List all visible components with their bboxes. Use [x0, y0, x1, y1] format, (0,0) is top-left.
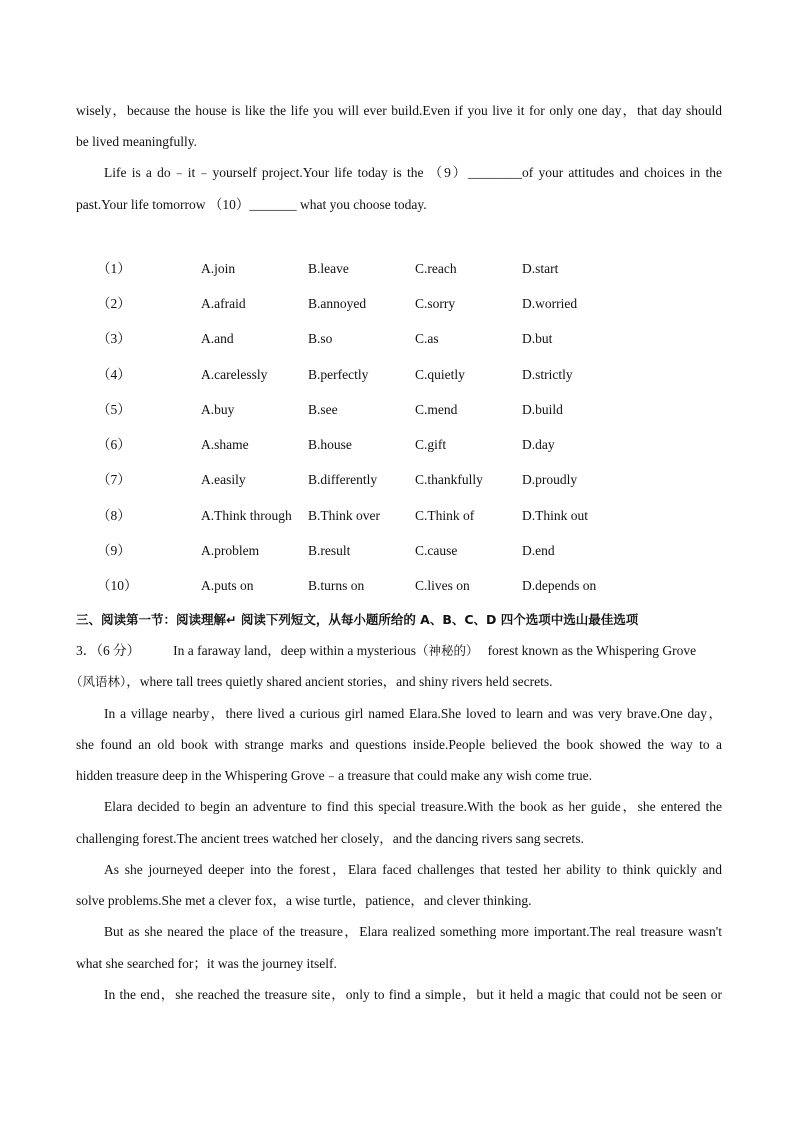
passage-line: be lived meaningfully. [76, 134, 197, 149]
option-d: D.strictly [522, 367, 573, 382]
option-a: A.afraid [201, 296, 246, 311]
option-b: B.see [308, 402, 338, 417]
annotation: （风语林） [70, 674, 127, 689]
option-a: A.shame [201, 437, 249, 452]
annotation: （神秘的） [416, 643, 479, 658]
option-d: D.proudly [522, 472, 578, 487]
paragraph-line: In a village nearby，there lived a curious girl named Elara.She loved to learn and was very brave.One day， [104, 706, 722, 721]
option-b: B.annoyed [308, 296, 367, 311]
option-row [0, 366, 794, 384]
paragraph-text: forest known as the Whispering Grove [487, 643, 697, 658]
option-number: （6） [97, 437, 131, 452]
option-c: C.thankfully [415, 472, 483, 487]
option-d: D.build [522, 402, 563, 417]
option-row [0, 260, 794, 278]
paragraph-line [70, 673, 716, 691]
paragraph-line: hidden treasure deep in the Whispering Grove﹣a treasure that could make any wish come true. [76, 768, 592, 783]
option-row [0, 507, 794, 525]
option-a: A.easily [201, 472, 246, 487]
paragraph-line: As she journeyed deeper into the forest，Elara faced challenges that tested her ability to think quickly and [104, 862, 722, 877]
option-b: B.differently [308, 472, 378, 487]
option-a: A.and [201, 331, 234, 346]
passage-line: wisely，because the house is like the life you will ever build.Even if you live it for only one day，that day should [76, 103, 722, 118]
option-d: D.day [522, 437, 555, 452]
option-c: C.as [415, 331, 439, 346]
option-row [0, 436, 794, 454]
option-number: （8） [97, 508, 131, 523]
option-c: C.reach [415, 261, 457, 276]
option-b: B.result [308, 543, 351, 558]
option-a: A.carelessly [201, 367, 268, 382]
option-c: C.gift [415, 437, 447, 452]
option-number: （4） [97, 367, 131, 382]
option-a: A.problem [201, 543, 260, 558]
option-d: D.Think out [522, 508, 588, 523]
option-d: D.start [522, 261, 559, 276]
option-row [0, 295, 794, 313]
paragraph-line: Elara decided to begin an adventure to find this special treasure.With the book as her guide，she entered the [104, 799, 722, 814]
passage-line: past.Your life tomorrow （10）_______ what you choose today. [76, 197, 427, 212]
option-number: （1） [97, 261, 131, 276]
option-number: （9） [97, 543, 131, 558]
option-a: A.puts on [201, 578, 254, 593]
paragraph-line: But as she neared the place of the treasure，Elara realized something more important.The real treasure wasn't [104, 924, 722, 939]
option-c: C.cause [415, 543, 458, 558]
option-number: （10） [97, 578, 138, 593]
option-b: B.turns on [308, 578, 365, 593]
paragraph-line: solve problems.She met a clever fox，a wise turtle，patience，and clever thinking. [76, 893, 532, 908]
option-c: C.mend [415, 402, 458, 417]
option-row [0, 577, 794, 595]
option-d: D.worried [522, 296, 578, 311]
option-b: B.house [308, 437, 352, 452]
paragraph-text: In a faraway land，deep within a mysterious [173, 643, 417, 658]
option-b: B.so [308, 331, 333, 346]
option-a: A.join [201, 261, 236, 276]
option-a: A.Think through [201, 508, 292, 523]
option-number: （7） [97, 472, 131, 487]
paragraph-line: she found an old book with strange marks and questions inside.People believed the book showed the way to a [76, 737, 722, 752]
paragraph-line: challenging forest.The ancient trees watched her closely，and the dancing rivers sang secrets. [76, 831, 584, 846]
option-row [0, 542, 794, 560]
paragraph-line: what she searched for；it was the journey itself. [76, 956, 337, 971]
option-number: （2） [97, 296, 131, 311]
paragraph-line: In the end，she reached the treasure site，only to find a simple，but it held a magic that could not be seen or [104, 987, 722, 1002]
section-heading: 三、阅读第一节：阅读理解↵ 阅读下列短文，从每小题所给的 A、B、C、D 四个选项中选山最佳选项 [76, 612, 639, 627]
option-number: （5） [97, 402, 131, 417]
option-b: B.leave [308, 261, 349, 276]
option-c: C.lives on [415, 578, 470, 593]
question-number: 3．（6 分） [76, 643, 141, 658]
option-d: D.but [522, 331, 553, 346]
option-b: B.Think over [308, 508, 380, 523]
option-a: A.buy [201, 402, 235, 417]
option-c: C.Think of [415, 508, 475, 523]
option-b: B.perfectly [308, 367, 369, 382]
paragraph-text: ，where tall trees quietly shared ancient stories，and shiny rivers held secrets. [126, 674, 553, 689]
option-row [0, 401, 794, 419]
option-d: D.depends on [522, 578, 597, 593]
option-c: C.quietly [415, 367, 465, 382]
passage-line: Life is a do﹣it﹣yourself project.Your life today is the （9）________of your attitudes and choices in the [104, 165, 722, 180]
option-row [0, 471, 794, 489]
option-c: C.sorry [415, 296, 456, 311]
option-number: （3） [97, 331, 131, 346]
option-d: D.end [522, 543, 555, 558]
question-first-line [76, 642, 722, 660]
option-row [0, 330, 794, 348]
